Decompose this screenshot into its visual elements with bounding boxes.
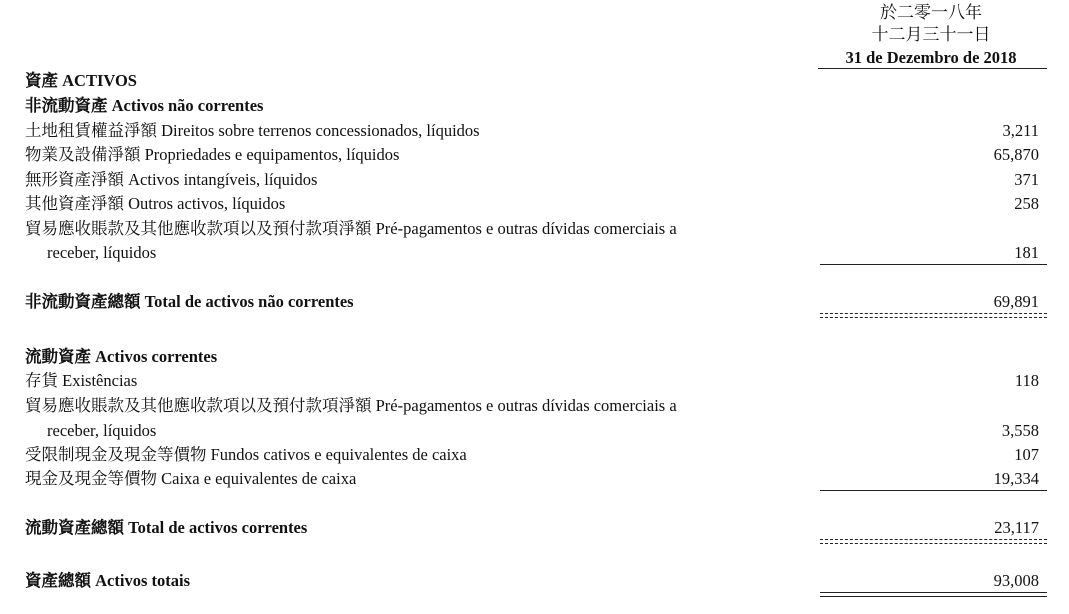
line-item-value: 107 xyxy=(1014,445,1039,464)
line-item-label: 存貨 Existências xyxy=(25,371,138,390)
noncurrent-total-label: 非流動資產總額 Total de activos não correntes xyxy=(25,292,354,311)
line-item-value: 258 xyxy=(1014,194,1039,213)
line-item-label-continued: receber, líquidos xyxy=(47,243,157,262)
header-date-chinese: 十二月三十一日 xyxy=(871,25,991,44)
current-total-value: 23,117 xyxy=(994,518,1039,537)
total-rule-top xyxy=(820,539,1047,540)
total-rule-top xyxy=(820,313,1047,314)
header-year: 於二零一八年 xyxy=(880,3,982,22)
line-item-label: 無形資產淨額 Activos intangíveis, líquidos xyxy=(25,170,318,189)
current-title: 流動資產 Activos correntes xyxy=(25,347,218,366)
total-rule-bottom xyxy=(820,543,1047,544)
assets-title: 資產 ACTIVOS xyxy=(25,71,137,90)
line-item-label: 物業及設備淨額 Propriedades e equipamentos, líquidos xyxy=(25,145,400,164)
subtotal-rule xyxy=(820,490,1047,491)
noncurrent-title: 非流動資產 Activos não correntes xyxy=(25,96,264,115)
header-date-portuguese: 31 de Dezembro de 2018 xyxy=(845,48,1017,67)
line-item-value: 118 xyxy=(1014,371,1039,390)
grand-total-rule-top xyxy=(820,592,1047,593)
total-rule-bottom xyxy=(820,317,1047,318)
line-item-value: 19,334 xyxy=(993,469,1039,488)
current-total-label: 流動資產總額 Total de activos correntes xyxy=(25,518,308,537)
grand-total-rule-bottom xyxy=(820,596,1047,597)
line-item-label: 貿易應收賬款及其他應收款項以及預付款項淨額 Pré-pagamentos e outras dívidas comerciais a xyxy=(25,396,677,415)
line-item-value: 3,558 xyxy=(1001,421,1039,440)
line-item-value: 3,211 xyxy=(1002,121,1039,140)
line-item-label-continued: receber, líquidos xyxy=(47,421,157,440)
line-item-label: 現金及現金等價物 Caixa e equivalentes de caixa xyxy=(25,469,357,488)
line-item-label: 受限制現金及現金等價物 Fundos cativos e equivalentes de caixa xyxy=(25,445,467,464)
grand-total-label: 資產總額 Activos totais xyxy=(25,571,190,590)
noncurrent-total-value: 69,891 xyxy=(993,292,1039,311)
line-item-value: 371 xyxy=(1014,170,1039,189)
subtotal-rule xyxy=(820,264,1047,265)
line-item-value: 181 xyxy=(1014,243,1039,262)
line-item-label: 土地租賃權益淨額 Direitos sobre terrenos concessionados, líquidos xyxy=(25,121,480,140)
line-item-label: 其他資產淨額 Outros activos, líquidos xyxy=(25,194,286,213)
line-item-label: 貿易應收賬款及其他應收款項以及預付款項淨額 Pré-pagamentos e outras dívidas comerciais a xyxy=(25,219,677,238)
grand-total-value: 93,008 xyxy=(993,571,1039,590)
line-item-value: 65,870 xyxy=(993,145,1039,164)
header-underline xyxy=(818,68,1047,69)
